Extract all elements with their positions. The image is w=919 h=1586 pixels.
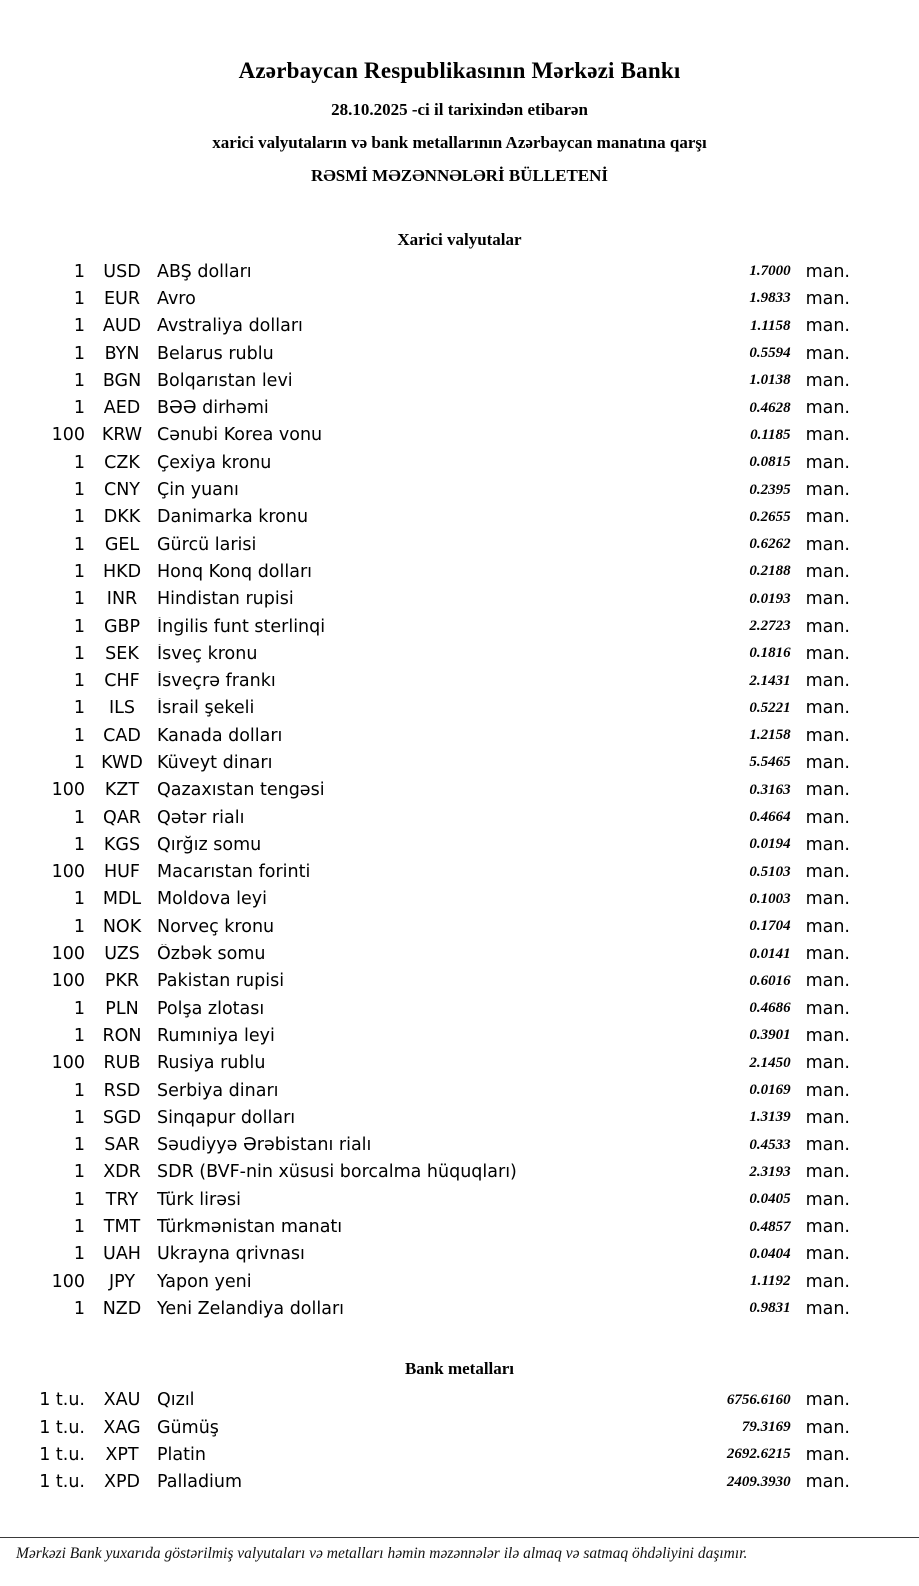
- unit-suffix: man.: [805, 834, 850, 855]
- currency-code: RON: [102, 1025, 142, 1046]
- currency-code: TRY: [105, 1189, 139, 1210]
- rate-value: 1.0138: [749, 372, 791, 389]
- rate-value: 2.1431: [749, 672, 791, 689]
- currency-name: Qətər rialı: [157, 807, 245, 828]
- rate-row: [0, 586, 919, 613]
- quantity: 100: [51, 944, 85, 965]
- currency-name: Türk lirəsi: [157, 1189, 241, 1210]
- quantity: 1: [73, 398, 85, 419]
- currency-code: AUD: [102, 316, 142, 337]
- currency-code: XAU: [103, 1390, 141, 1411]
- currency-name: Moldova leyi: [157, 889, 267, 910]
- currency-name: Bolqarıstan levi: [157, 370, 293, 391]
- quantity: 1: [73, 998, 85, 1019]
- currency-name: Özbək somu: [157, 944, 266, 965]
- currency-code: XPD: [103, 1472, 141, 1493]
- rate-row: [0, 1104, 919, 1131]
- quantity: 1: [73, 807, 85, 828]
- rate-value: 0.0193: [749, 590, 791, 607]
- unit-suffix: man.: [805, 780, 850, 801]
- rate-value: 2.1450: [749, 1054, 791, 1071]
- unit-suffix: man.: [805, 398, 850, 419]
- quantity: 1: [73, 534, 85, 555]
- unit-suffix: man.: [805, 370, 850, 391]
- quantity: 1: [73, 507, 85, 528]
- currency-code: SGD: [102, 1107, 142, 1128]
- currency-code: SAR: [104, 1135, 140, 1156]
- currency-name: Çin yuanı: [157, 480, 239, 501]
- currency-code: XAG: [103, 1417, 141, 1438]
- quantity: 1: [73, 616, 85, 637]
- rate-row: [0, 777, 919, 804]
- currency-name: Belarus rublu: [157, 343, 274, 364]
- currency-code: UZS: [104, 944, 140, 965]
- unit-suffix: man.: [805, 725, 850, 746]
- currencies-section-title: Xarici valyutalar: [397, 230, 522, 249]
- unit-suffix: man.: [805, 1025, 850, 1046]
- rate-value: 6756.6160: [726, 1391, 791, 1408]
- currency-code: CHF: [104, 671, 140, 692]
- unit-suffix: man.: [805, 1244, 850, 1265]
- rate-value: 0.4533: [749, 1136, 791, 1153]
- rate-row: [0, 1241, 919, 1268]
- quantity: 1: [73, 589, 85, 610]
- rate-value: 0.6016: [749, 972, 791, 989]
- quantity: 100: [51, 1271, 85, 1292]
- currency-code: XDR: [103, 1162, 141, 1183]
- rate-row: [0, 1414, 919, 1441]
- rate-value: 79.3169: [741, 1419, 791, 1436]
- currency-name: Palladium: [157, 1472, 243, 1493]
- rate-value: 2409.3930: [726, 1473, 791, 1490]
- quantity: 1: [73, 288, 85, 309]
- quantity: 100: [51, 971, 85, 992]
- rate-row: [0, 422, 919, 449]
- rate-row: [0, 1213, 919, 1240]
- unit-suffix: man.: [805, 643, 850, 664]
- rate-row: [0, 667, 919, 694]
- currency-name: ABŞ dolları: [157, 261, 252, 282]
- unit-suffix: man.: [805, 452, 850, 473]
- rate-row: [0, 504, 919, 531]
- bulletin-title-line: RƏSMİ MƏZƏNNƏLƏRİ BÜLLETENİ: [310, 166, 609, 185]
- currency-code: NOK: [102, 916, 142, 937]
- unit-suffix: man.: [805, 288, 850, 309]
- rate-value: 0.4664: [749, 809, 791, 826]
- currency-name: Macarıstan forinti: [157, 862, 311, 883]
- rate-row: [0, 1387, 919, 1414]
- currency-code: BGN: [102, 370, 142, 391]
- currency-name: Qızıl: [157, 1390, 195, 1411]
- rate-value: 0.5221: [749, 699, 791, 716]
- subject-line: xarici valyutaların və bank metallarının Azərbaycan manatına qarşı: [212, 133, 707, 152]
- rate-row: [0, 558, 919, 585]
- unit-suffix: man.: [805, 561, 850, 582]
- currency-name: Hindistan rupisi: [157, 589, 294, 610]
- rate-value: 2.2723: [749, 618, 791, 634]
- quantity: 1: [73, 1162, 85, 1183]
- rate-row: [0, 613, 919, 640]
- currency-name: Danimarka kronu: [157, 507, 309, 528]
- rate-value: 0.1185: [750, 426, 791, 443]
- quantity: 1: [73, 370, 85, 391]
- currency-name: Qazaxıstan tengəsi: [157, 780, 325, 801]
- rate-row: [0, 313, 919, 340]
- unit-suffix: man.: [805, 616, 850, 637]
- currency-name: Norveç kronu: [157, 916, 275, 937]
- rate-value: 1.3139: [749, 1109, 791, 1126]
- unit-suffix: man.: [805, 480, 850, 501]
- rate-row: [0, 1077, 919, 1104]
- quantity: 1: [73, 725, 85, 746]
- unit-suffix: man.: [805, 971, 850, 992]
- rate-value: 0.1003: [749, 890, 791, 907]
- currency-code: BYN: [104, 343, 140, 364]
- currency-code: PKR: [104, 971, 140, 992]
- currency-name: İsveç kronu: [157, 643, 258, 664]
- rate-row: [0, 340, 919, 367]
- rate-value: 0.2395: [749, 481, 791, 498]
- rate-row: [0, 1186, 919, 1213]
- rate-row: [0, 1022, 919, 1049]
- currency-name: İsrail şekeli: [157, 698, 255, 719]
- unit-suffix: man.: [805, 1298, 850, 1319]
- rate-row: [0, 995, 919, 1022]
- bulletin-footer: [0, 1537, 919, 1563]
- unit-suffix: man.: [805, 316, 850, 337]
- currency-code: HUF: [103, 862, 141, 883]
- rate-row: [0, 1132, 919, 1159]
- rate-value: 5.5465: [749, 754, 791, 771]
- rate-row: [0, 1159, 919, 1186]
- currency-name: İsveçrə frankı: [157, 671, 276, 692]
- unit-suffix: man.: [805, 1162, 850, 1183]
- rate-row: [0, 940, 919, 967]
- rate-value: 0.5103: [749, 863, 791, 880]
- unit-suffix: man.: [805, 261, 850, 282]
- currency-code: KWD: [101, 752, 143, 773]
- quantity: 1: [73, 916, 85, 937]
- rate-value: 0.2188: [749, 563, 791, 580]
- metal-rate-table: [0, 1387, 919, 1496]
- unit-suffix: man.: [805, 807, 850, 828]
- currency-code: SEK: [105, 643, 139, 664]
- unit-suffix: man.: [805, 698, 850, 719]
- effective-date-line: 28.10.2025 -ci il tarixindən etibarən: [331, 100, 588, 119]
- rate-value: 0.4857: [749, 1218, 791, 1235]
- unit-suffix: man.: [805, 1217, 850, 1238]
- unit-suffix: man.: [805, 1107, 850, 1128]
- quantity: 1: [73, 1298, 85, 1319]
- rate-row: [0, 449, 919, 476]
- quantity: 1: [73, 643, 85, 664]
- rate-value: 0.4628: [749, 399, 791, 416]
- unit-suffix: man.: [805, 752, 850, 773]
- rate-value: 0.1704: [749, 918, 791, 935]
- rate-value: 0.4686: [749, 1000, 791, 1017]
- currency-code: KRW: [101, 425, 143, 446]
- currency-code: RSD: [103, 1080, 141, 1101]
- rate-row: [0, 749, 919, 776]
- rate-value: 1.2158: [749, 727, 791, 744]
- currency-code: JPY: [108, 1271, 136, 1292]
- rate-value: 0.3901: [749, 1027, 791, 1044]
- currency-code: INR: [106, 589, 138, 610]
- rate-row: [0, 1441, 919, 1468]
- bulletin-header: [0, 58, 919, 186]
- rate-value: 1.7000: [749, 263, 791, 280]
- rate-row: [0, 859, 919, 886]
- unit-suffix: man.: [805, 425, 850, 446]
- rate-row: [0, 531, 919, 558]
- quantity: 1: [73, 698, 85, 719]
- currency-name: Çexiya kronu: [157, 452, 272, 473]
- unit-suffix: man.: [805, 1135, 850, 1156]
- currency-name: Polşa zlotası: [157, 998, 265, 1019]
- unit-suffix: man.: [805, 1080, 850, 1101]
- currency-code: GEL: [104, 534, 140, 555]
- quantity: 1: [73, 261, 85, 282]
- rate-row: [0, 258, 919, 285]
- currency-name: Gürcü larisi: [157, 534, 257, 555]
- currency-name: Yapon yeni: [157, 1271, 252, 1292]
- currency-code: NZD: [102, 1298, 142, 1319]
- quantity: 1: [73, 1244, 85, 1265]
- rate-row: [0, 913, 919, 940]
- rate-row: [0, 394, 919, 421]
- unit-suffix: man.: [805, 862, 850, 883]
- rate-value: 1.1192: [750, 1273, 791, 1290]
- rate-value: 1.1158: [750, 317, 791, 334]
- rate-row: [0, 1268, 919, 1295]
- quantity: 1: [73, 1189, 85, 1210]
- currency-code: TMT: [103, 1217, 141, 1238]
- rate-row: [0, 886, 919, 913]
- rate-row: [0, 722, 919, 749]
- quantity: 100: [51, 862, 85, 883]
- currency-name: Ukrayna qrivnası: [157, 1244, 305, 1265]
- quantity: 1: [73, 1217, 85, 1238]
- currency-name: Rumıniya leyi: [157, 1025, 275, 1046]
- rate-value: 0.0141: [749, 945, 791, 962]
- currency-name: Honq Konq dolları: [157, 561, 313, 582]
- unit-suffix: man.: [805, 671, 850, 692]
- unit-suffix: man.: [805, 1390, 850, 1411]
- currency-code: PLN: [105, 998, 139, 1019]
- rate-value: 2692.6215: [726, 1446, 791, 1463]
- currency-code: CAD: [103, 725, 141, 746]
- currency-name: Platin: [157, 1444, 206, 1465]
- quantity: 1: [73, 480, 85, 501]
- quantity: 1: [73, 343, 85, 364]
- currency-name: Serbiya dinarı: [157, 1080, 279, 1101]
- currency-code: QAR: [103, 807, 141, 828]
- currency-name: Küveyt dinarı: [157, 752, 273, 773]
- quantity: 1 t.u.: [39, 1472, 85, 1493]
- rate-value: 0.1816: [749, 645, 791, 662]
- rate-row: [0, 367, 919, 394]
- rate-value: 0.0405: [749, 1191, 791, 1208]
- rate-row: [0, 476, 919, 503]
- rate-value: 0.6262: [749, 536, 791, 553]
- foreign-currencies-section: [0, 230, 919, 1323]
- currency-code: RUB: [103, 1053, 141, 1074]
- quantity: 1: [73, 1107, 85, 1128]
- unit-suffix: man.: [805, 998, 850, 1019]
- currency-name: SDR (BVF-nin xüsusi borcalma hüquqları): [157, 1162, 517, 1183]
- quantity: 1: [73, 1135, 85, 1156]
- disclaimer-text: Mərkəzi Bank yuxarıda göstərilmiş valyutaları və metalları həmin məzənnələr ilə almaq və satmaq öhdəliyini daşımır.: [16, 1545, 748, 1562]
- unit-suffix: man.: [805, 916, 850, 937]
- currency-code: ILS: [108, 698, 136, 719]
- currency-name: Pakistan rupisi: [157, 971, 285, 992]
- unit-suffix: man.: [805, 1444, 850, 1465]
- rate-row: [0, 804, 919, 831]
- currency-code: HKD: [102, 561, 142, 582]
- currency-code: CZK: [104, 452, 140, 473]
- currency-name: Sinqapur dolları: [157, 1107, 296, 1128]
- unit-suffix: man.: [805, 1053, 850, 1074]
- rate-value: 1.9833: [749, 290, 791, 307]
- currency-code: KGS: [103, 834, 141, 855]
- rate-row: [0, 640, 919, 667]
- quantity: 1: [73, 561, 85, 582]
- unit-suffix: man.: [805, 944, 850, 965]
- quantity: 100: [51, 425, 85, 446]
- quantity: 100: [51, 780, 85, 801]
- unit-suffix: man.: [805, 507, 850, 528]
- currency-rate-table: [0, 258, 919, 1323]
- currency-name: Avro: [157, 288, 196, 309]
- currency-code: MDL: [102, 889, 142, 910]
- unit-suffix: man.: [805, 534, 850, 555]
- rate-value: 0.0194: [749, 836, 791, 853]
- rate-row: [0, 831, 919, 858]
- rate-value: 0.2655: [749, 508, 791, 525]
- quantity: 1: [73, 1080, 85, 1101]
- currency-code: KZT: [104, 780, 140, 801]
- currency-name: Yeni Zelandiya dolları: [157, 1298, 345, 1319]
- rate-value: 0.0815: [749, 454, 791, 471]
- currency-code: XPT: [105, 1444, 139, 1465]
- rate-row: [0, 968, 919, 995]
- currency-name: Gümüş: [157, 1417, 219, 1438]
- currency-name: Qırğız somu: [157, 834, 262, 855]
- quantity: 1 t.u.: [39, 1444, 85, 1465]
- rate-value: 0.5594: [749, 345, 791, 362]
- currency-code: DKK: [103, 507, 141, 528]
- quantity: 1 t.u.: [39, 1390, 85, 1411]
- quantity: 1: [73, 889, 85, 910]
- rate-value: 2.3193: [749, 1163, 791, 1180]
- currency-code: AED: [103, 398, 141, 419]
- bank-title: Azərbaycan Respublikasının Mərkəzi Bankı: [238, 58, 681, 83]
- rate-row: [0, 285, 919, 312]
- rate-row: [0, 1295, 919, 1322]
- rate-value: 0.0404: [749, 1245, 791, 1262]
- bank-metals-section: [0, 1359, 919, 1496]
- currency-name: Səudiyyə Ərəbistanı rialı: [157, 1135, 372, 1156]
- currency-code: GBP: [103, 616, 141, 637]
- rate-row: [0, 695, 919, 722]
- rate-value: 0.9831: [749, 1300, 791, 1317]
- unit-suffix: man.: [805, 889, 850, 910]
- unit-suffix: man.: [805, 1472, 850, 1493]
- currency-code: UAH: [103, 1244, 141, 1265]
- currency-code: USD: [103, 261, 141, 282]
- currency-code: CNY: [104, 480, 140, 501]
- unit-suffix: man.: [805, 343, 850, 364]
- quantity: 1: [73, 752, 85, 773]
- currency-name: Türkmənistan manatı: [157, 1217, 343, 1238]
- currency-name: Kanada dolları: [157, 725, 283, 746]
- quantity: 100: [51, 1053, 85, 1074]
- currency-name: Cənubi Korea vonu: [157, 425, 323, 446]
- quantity: 1: [73, 452, 85, 473]
- quantity: 1 t.u.: [39, 1417, 85, 1438]
- quantity: 1: [73, 671, 85, 692]
- rate-row: [0, 1468, 919, 1495]
- rate-row: [0, 1050, 919, 1077]
- quantity: 1: [73, 316, 85, 337]
- currency-name: Rusiya rublu: [157, 1053, 266, 1074]
- metals-section-title: Bank metalları: [404, 1358, 515, 1378]
- quantity: 1: [73, 1025, 85, 1046]
- currency-name: BƏƏ dirhəmi: [157, 398, 269, 419]
- currency-name: İngilis funt sterlinqi: [157, 616, 326, 637]
- currency-name: Avstraliya dolları: [157, 316, 303, 337]
- unit-suffix: man.: [805, 1189, 850, 1210]
- unit-suffix: man.: [805, 589, 850, 610]
- rate-value: 0.0169: [749, 1082, 791, 1099]
- rate-value: 0.3163: [749, 781, 791, 798]
- quantity: 1: [73, 834, 85, 855]
- unit-suffix: man.: [805, 1417, 850, 1438]
- currency-code: EUR: [103, 288, 141, 309]
- unit-suffix: man.: [805, 1271, 850, 1292]
